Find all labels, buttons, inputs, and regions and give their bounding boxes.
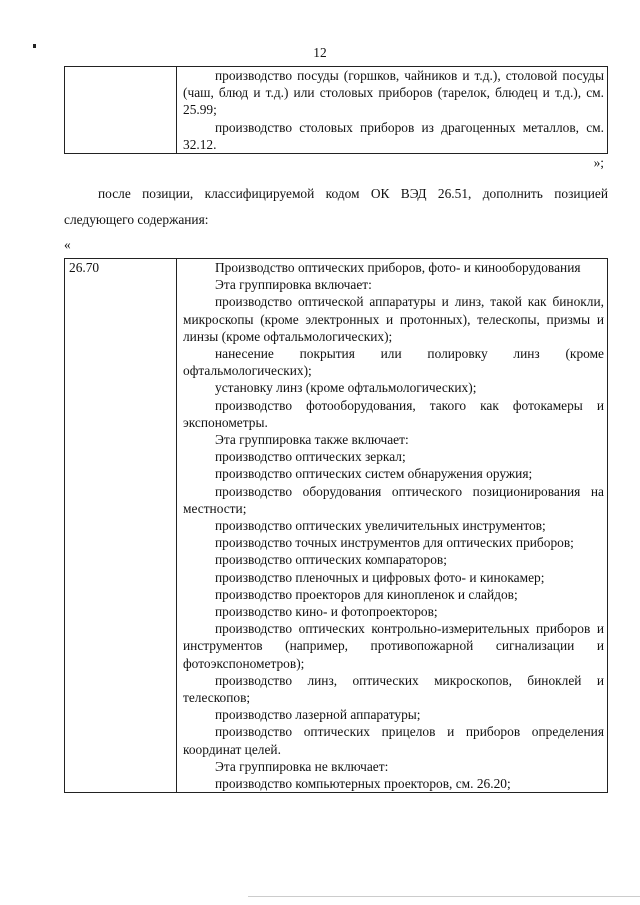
classification-table (64, 258, 608, 793)
code-cell: 26.70 (65, 259, 177, 793)
description-line: производство посуды (горшков, чайников и т.д.), столовой посуды (чаш, блюд и т.д.) или столовых приборов (тарелок, блюдец и т.д.), см. 25.99; (183, 68, 604, 118)
scan-edge-line (248, 896, 640, 897)
description-line: производство оптических прицелов и приборов определения координат целей. (183, 724, 604, 757)
opening-quote: « (64, 237, 71, 252)
instruction-paragraph: после позиции, классифицируемой кодом ОК ВЭД 26.51, дополнить позицией следующего содержания: (64, 186, 608, 227)
description-line: производство компьютерных проекторов, см. 26.20; (215, 776, 511, 792)
description-line: производство оптических систем обнаружения оружия; (215, 466, 533, 482)
description-line: нанесение покрытия или полировку линз (кроме офтальмологических); (183, 346, 604, 379)
description-line: производство проекторов для кинопленок и слайдов; (215, 586, 518, 602)
table-row (65, 67, 608, 154)
description-line: производство кино- и фотопроекторов; (215, 604, 438, 620)
description-line: производство оптических увеличительных инструментов; (215, 518, 546, 534)
group-heading-includes: Эта группировка включает: (215, 277, 372, 293)
code-cell (65, 67, 177, 154)
description-line: производство оптических контрольно-измерительных приборов и инструментов (например, противопожарной сигнализации и фотоэкспонометров); (183, 621, 604, 671)
description-line: производство оборудования оптического позиционирования на местности; (183, 483, 604, 516)
description-line: производство оптических зеркал; (215, 449, 406, 465)
description-line: производство лазерной аппаратуры; (215, 707, 421, 723)
item-title: Производство оптических приборов, фото- и кинооборудования (215, 260, 581, 275)
description-line: производство точных инструментов для оптических приборов; (215, 535, 574, 551)
description-line: производство линз, оптических микроскопов, биноклей и телескопов; (183, 672, 604, 706)
description-line: производство пленочных и цифровых фото- и кинокамер; (215, 569, 545, 585)
description-line: производство оптической аппаратуры и линз, такой как бинокли, микроскопы (кроме электронных и протонных), телескопы, призмы и линзы (кроме офтальмологических); (183, 294, 604, 344)
group-heading-excludes: Эта группировка не включает: (215, 758, 389, 774)
page-number: 12 (313, 45, 327, 60)
description-line: производство оптических компараторов; (215, 552, 447, 568)
classification-table-continued (64, 66, 608, 154)
group-heading-also-includes: Эта группировка также включает: (215, 432, 409, 448)
closing-quote: »; (593, 155, 604, 170)
description-cell (177, 67, 608, 154)
description-cell (177, 259, 608, 793)
description-line: производство фотооборудования, такого как фотокамеры и экспонометры. (183, 397, 604, 430)
table-row (65, 259, 608, 793)
description-line: установку линз (кроме офтальмологических); (215, 380, 477, 396)
description-line: производство столовых приборов из драгоценных металлов, см. 32.12. (183, 119, 604, 152)
